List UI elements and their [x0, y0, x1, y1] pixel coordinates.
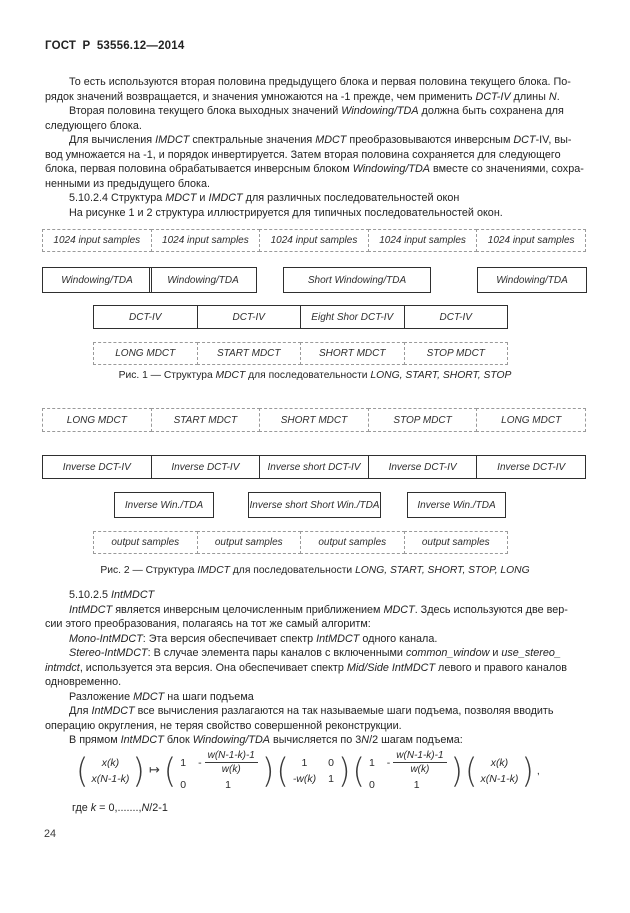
text-segment: = 0,......., [96, 802, 142, 814]
text-segment: IntMDCT [111, 589, 155, 601]
dct-iv-box: Eight Shor DCT-IV [300, 305, 405, 329]
paragraph [45, 588, 593, 603]
matrix-entry: 1 [225, 779, 231, 791]
text-segment: вместе со значениями, сохра- [430, 163, 584, 175]
text-line [45, 133, 593, 148]
text-line [45, 104, 593, 119]
text-segment: DCT-IV [475, 90, 511, 103]
text-line [45, 162, 593, 177]
text-segment: k [90, 802, 97, 814]
dct-iv-box: DCT-IV [404, 305, 509, 329]
text-segment: Windowing/TDA [352, 163, 430, 175]
text-segment: Windowing/TDA [192, 734, 271, 746]
inverse-win-tda-box-2: Inverse Win./TDA [407, 492, 506, 518]
matrix-entry: 0 [368, 779, 375, 791]
matrix-entry: 0 [180, 779, 187, 791]
vector-entry: x(N-1-k) [91, 772, 130, 785]
formula-domain-line [72, 802, 168, 814]
text-segment: use_stereo_ [501, 647, 561, 659]
text-segment: следующего блока. [45, 119, 142, 132]
inverse-dct-iv-box: Inverse DCT-IV [42, 455, 152, 479]
text-segment: левого и правого каналов [435, 661, 567, 674]
text-line [45, 690, 593, 705]
mdct-box: SHORT MDCT [259, 408, 369, 432]
text-segment: MDCT [215, 370, 246, 381]
page-number: 24 [44, 828, 57, 840]
inverse-dct-iv-box: Inverse DCT-IV [151, 455, 261, 479]
mdct-box: LONG MDCT [93, 342, 198, 365]
text-line [45, 206, 593, 221]
maps-to-arrow: ↦ [148, 763, 160, 778]
close-paren: ) [450, 750, 463, 791]
fraction-numerator: w(N-1-k)-1 [205, 750, 258, 763]
text-segment: IntMDCT [69, 603, 113, 616]
paragraph [45, 603, 593, 632]
text-segment: для последовательности [229, 565, 356, 576]
open-paren: ( [76, 750, 89, 791]
text-segment: и [196, 192, 209, 204]
fig2-inverse-dct-row [42, 455, 586, 479]
matrix-entry: -w(k) [292, 772, 317, 785]
paragraph [45, 133, 593, 191]
open-paren: ( [163, 750, 177, 791]
close-paren: ) [132, 750, 145, 791]
fraction-denominator: w(k) [221, 764, 241, 775]
fraction-numerator: w(N-1-k)-1 [393, 750, 446, 763]
dct-iv-box: DCT-IV [197, 305, 302, 329]
text-segment: MDCT [315, 134, 347, 146]
matrix-entry: 1 [368, 756, 375, 769]
text-segment: спектральные значения [189, 134, 316, 146]
vector-entry: x(k) [490, 756, 509, 769]
text-segment: IMDCT [155, 134, 190, 146]
text-line [45, 733, 593, 748]
text-line [45, 646, 593, 661]
text-segment: В прямом [69, 734, 121, 746]
matrix-entry: 1 [180, 756, 187, 769]
inverse-dct-iv-box: Inverse DCT-IV [368, 455, 478, 479]
text-segment: ненными из предыдущего блока. [45, 177, 211, 190]
text-segment: : Эта версия обеспечивает спектр [142, 632, 317, 645]
text-segment: для различных последовательностей окон [242, 192, 460, 204]
fig1-dct-row [93, 305, 508, 329]
windowing-tda-box-3: Windowing/TDA [477, 267, 587, 293]
text-segment: вычисляется по 3 [270, 734, 362, 746]
output-samples-box: output samples [197, 531, 302, 554]
mdct-box: STOP MDCT [368, 408, 478, 432]
text-segment: на шаги подъема [164, 690, 254, 703]
text-line [45, 90, 593, 105]
fig1-input-samples-row [42, 229, 586, 252]
output-samples-box: output samples [404, 531, 509, 554]
minus-sign: - [386, 756, 391, 769]
mdct-box: START MDCT [151, 408, 261, 432]
text-segment: , используется эта версия. Она обеспечивает спектр [79, 661, 347, 674]
formula-comma: , [536, 764, 540, 777]
input-samples-box: 1024 input samples [476, 229, 586, 252]
open-paren: ( [465, 750, 478, 791]
text-segment: common_window [405, 647, 490, 659]
text-segment: все вычисления разлагаются на так называемые шаги подъема, позволяя вводить [134, 705, 554, 717]
inverse-dct-iv-box: Inverse DCT-IV [476, 455, 586, 479]
text-segment: На рисунке 1 и 2 структура иллюстрируется для типичных последовательностей окон. [69, 206, 503, 219]
lifting-matrix-2 [352, 750, 463, 791]
text-segment: : В случае элемента пары каналов с включенными [147, 647, 406, 659]
paragraph [45, 206, 593, 221]
text-line [45, 675, 593, 690]
inverse-win-tda-box-1: Inverse Win./TDA [114, 492, 214, 518]
output-samples-box: output samples [300, 531, 405, 554]
text-segment: одновременно. [45, 676, 122, 688]
text-segment: блока, первая половина обрабатывается инверсным блоком [45, 163, 353, 175]
matrix-entry [387, 750, 447, 775]
paragraph [45, 733, 593, 748]
text-line [45, 661, 593, 676]
text-segment: Для вычисления [69, 134, 156, 146]
text-segment: MDCT [383, 603, 415, 616]
text-line [45, 119, 593, 134]
text-segment: Windowing/TDA [341, 105, 419, 117]
text-line [45, 632, 593, 647]
open-paren: ( [352, 750, 365, 791]
close-paren: ) [337, 750, 351, 791]
mdct-box: SHORT MDCT [300, 342, 405, 365]
input-samples-box: 1024 input samples [151, 229, 261, 252]
paragraph [45, 75, 593, 104]
text-segment: /2 шагам подъема: [369, 734, 463, 746]
vector-entry: x(k) [101, 756, 120, 769]
text-segment: длины [510, 90, 549, 103]
document-standard-number: ГОСТ Р 53556.12—2014 [45, 40, 185, 52]
text-segment: То есть используются вторая половина предыдущего блока и первая половина текущего блока. По- [69, 76, 571, 88]
text-line [45, 75, 593, 90]
text-segment: DCT [513, 134, 536, 146]
lifting-matrix-1 [164, 750, 275, 791]
text-segment: 5.10.2.5 [69, 589, 112, 601]
matrix-entry: 0 [328, 756, 334, 769]
text-segment: LONG, START, SHORT, STOP, LONG [355, 565, 530, 576]
text-segment: и [489, 647, 502, 659]
paragraph [45, 690, 593, 705]
text-segment: IMDCT [208, 192, 243, 204]
input-samples-box: 1024 input samples [42, 229, 152, 252]
text-segment: Mono-IntMDCT [69, 632, 143, 645]
open-paren: ( [276, 750, 289, 791]
inverse-short-win-tda-box: Inverse short Short Win./TDA [248, 492, 381, 518]
fraction-denominator: w(k) [410, 764, 430, 775]
matrix-entry: 1 [413, 779, 420, 791]
text-segment: является инверсным целочисленным приближением [112, 603, 384, 616]
text-segment: IntMDCT [120, 734, 164, 746]
text-segment: intmdct [45, 661, 80, 674]
text-segment: IMDCT [197, 565, 230, 576]
text-segment: где [72, 802, 91, 814]
text-line [45, 191, 593, 206]
text-segment: преобразовываются инверсным [346, 134, 514, 146]
minus-sign: - [198, 756, 202, 769]
dct-iv-box: DCT-IV [93, 305, 198, 329]
text-segment: -IV, вы- [535, 134, 572, 146]
inverse-dct-iv-box: Inverse short DCT-IV [259, 455, 369, 479]
text-segment: Рис. 1 — Структура [118, 370, 216, 381]
text-line [45, 603, 593, 618]
paragraph [45, 104, 593, 133]
text-segment: Рис. 2 — Структура [100, 565, 198, 576]
text-segment: Stereo-IntMDCT [69, 647, 148, 659]
text-line [45, 148, 593, 163]
figure-2-caption [0, 565, 630, 576]
figure-1-caption [0, 370, 630, 381]
text-line [45, 588, 593, 603]
paragraph [45, 646, 593, 690]
scaling-matrix [276, 750, 351, 791]
fig2-mdct-row [42, 408, 586, 432]
text-segment: /2-1 [149, 802, 168, 814]
fig1-mdct-row [93, 342, 508, 365]
text-segment: 5.10.2.4 Структура [69, 192, 166, 204]
windowing-tda-box-2: Windowing/TDA [149, 267, 257, 293]
mdct-box: LONG MDCT [42, 408, 152, 432]
mdct-box: START MDCT [197, 342, 302, 365]
text-segment: операцию округления, не теряя свойство совершенной реконструкции. [45, 719, 402, 732]
text-line [45, 719, 593, 734]
text-segment: Для [69, 705, 92, 717]
text-segment: MDCT [133, 690, 165, 703]
vector-entry: x(N-1-k) [480, 772, 519, 785]
text-line [45, 704, 593, 719]
short-windowing-tda-box: Short Windowing/TDA [283, 267, 431, 293]
output-samples-box: output samples [93, 531, 198, 554]
input-vector [76, 750, 145, 791]
intmdct-text-block [45, 588, 593, 748]
input-samples-box: 1024 input samples [259, 229, 369, 252]
text-segment: . [556, 90, 560, 103]
paragraph [45, 191, 593, 206]
input-samples-box: 1024 input samples [368, 229, 478, 252]
matrix-entry [198, 750, 258, 775]
windowing-tda-box-1: Windowing/TDA [42, 267, 152, 293]
text-segment: N [361, 734, 370, 746]
text-segment: Вторая половина текущего блока выходных значений [69, 105, 342, 117]
text-segment: Mid/Side IntMDCT [346, 661, 436, 674]
matrix-entry: 1 [301, 756, 308, 769]
text-segment: вод умножается на -1, и порядок инвертируется. Затем вторая половина сохраняется для следующего [45, 148, 561, 161]
text-segment: сии этого преобразования, полагаясь на тот же самый алгоритм: [45, 618, 371, 630]
matrix-entry: 1 [328, 772, 334, 785]
text-line [45, 617, 593, 632]
paragraph [45, 704, 593, 733]
text-segment: IntMDCT [316, 632, 360, 645]
text-segment: Разложение [69, 690, 134, 703]
intro-text-block [45, 75, 593, 220]
close-paren: ) [261, 750, 275, 791]
text-segment: для последовательности [245, 370, 371, 381]
close-paren: ) [521, 750, 534, 791]
text-segment: N [548, 90, 557, 103]
text-segment: рядок значений возвращается, и значения умножаются на -1 прежде, чем применить [45, 90, 476, 103]
fig2-output-samples-row [93, 531, 508, 554]
output-vector [465, 750, 534, 791]
text-segment: IntMDCT [91, 705, 135, 717]
text-segment: блок [163, 734, 193, 746]
text-segment: MDCT [165, 192, 197, 204]
text-line [45, 177, 593, 192]
mdct-box: STOP MDCT [404, 342, 509, 365]
text-segment: . Здесь используются две вер- [414, 603, 568, 616]
text-segment: одного канала. [359, 632, 438, 645]
text-segment: должна быть сохранена для [418, 105, 564, 117]
paragraph [45, 632, 593, 647]
mdct-box: LONG MDCT [476, 408, 586, 432]
text-segment: LONG, START, SHORT, STOP [370, 370, 512, 381]
lifting-steps-formula [75, 750, 540, 791]
text-segment: N [141, 802, 150, 814]
